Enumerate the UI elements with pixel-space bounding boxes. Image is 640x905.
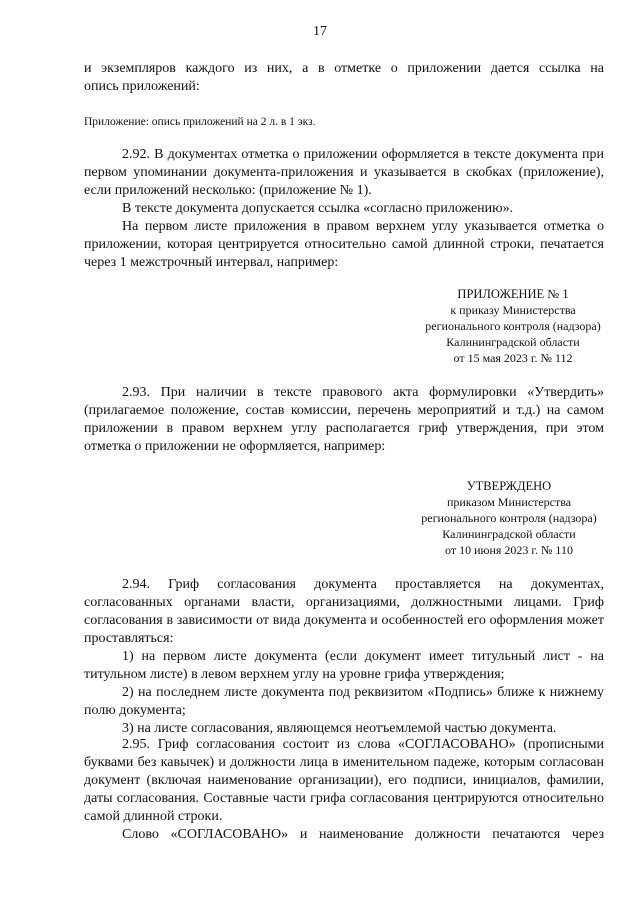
section-2-95 (84, 736, 604, 844)
approval-stamp-example (404, 478, 614, 558)
intro-paragraph (84, 60, 604, 96)
page-number: 17 (313, 24, 327, 39)
section-2-93-paragraph-1: 2.93. При наличии в тексте правового акта формулировки «Утвердить» (прилагаемое положение, состав комиссии, перечень мероприятий и т.д.) на самом приложении в правом верхнем углу располагается гриф утверждения, при этом отметка о приложении не оформляется, например: (84, 385, 604, 454)
section-2-92-paragraph-2: В тексте документа допускается ссылка «согласно приложению». (122, 201, 514, 216)
intro-line-2: опись приложений: (84, 79, 200, 94)
section-2-94-paragraph-1: 2.94. Гриф согласования документа проставляется на документах, согласованных органами власти, организациями, должностными лицами. Гриф согласования в зависимости от вида документа и особенностей его оформления может проставляться: (84, 577, 604, 646)
section-2-94-item-2: 2) на последнем листе документа под реквизитом «Подпись» ближе к нижнему полю документа; (84, 685, 604, 718)
section-2-94-item-1: 1) на первом листе документа (если документ имеет титульный лист - на титульном листе) в левом верхнем углу на уровне грифа утверждения; (84, 649, 604, 682)
stamp-2-line-3: Калининградской области (442, 527, 576, 541)
stamp-1-title: ПРИЛОЖЕНИЕ № 1 (457, 287, 569, 301)
stamp-1-line-4: от 15 мая 2023 г. № 112 (453, 351, 573, 365)
attachment-note-example: Приложение: опись приложений на 2 л. в 1 экз. (84, 116, 316, 128)
stamp-1-line-3: Калининградской области (446, 335, 580, 349)
stamp-1-line-1: к приказу Министерства (450, 303, 576, 317)
section-2-92-paragraph-3: На первом листе приложения в правом верхнем углу указывается отметка о приложении, которая центрируется относительно самой длинной строки, печатается через 1 межстрочный интервал, например: (84, 219, 604, 270)
section-2-94-item-3: 3) на листе согласования, являющемся неотъемлемой частью документа. (122, 721, 557, 736)
stamp-2-line-1: приказом Министерства (446, 495, 572, 509)
stamp-2-line-4: от 10 июня 2023 г. № 110 (445, 543, 573, 557)
section-2-93 (84, 384, 604, 456)
stamp-1-line-2: регионального контроля (надзора) (425, 319, 601, 333)
attachment-stamp-example (408, 286, 618, 366)
section-2-94 (84, 576, 604, 738)
section-2-95-paragraph-2: Слово «СОГЛАСОВАНО» и наименование должности печатаются через (122, 827, 604, 842)
section-2-92-paragraph-1: 2.92. В документах отметка о приложении оформляется в тексте документа при первом упоминании документа-приложения и указывается в скобках (приложение), если приложений несколько: (приложение № 1). (84, 147, 604, 198)
stamp-2-line-2: регионального контроля (надзора) (421, 511, 597, 525)
section-2-95-paragraph-1: 2.95. Гриф согласования состоит из слова «СОГЛАСОВАНО» (прописными буквами без кавычек) и должности лица в именительном падеже, которым согласован документ (включая наименование организации), его подписи, инициалов, фамилии, даты согласования. Составные части грифа согласования центрируются относительно самой длинной строки. (84, 737, 604, 824)
section-2-92 (84, 146, 604, 272)
stamp-2-title: УТВЕРЖДЕНО (466, 479, 552, 493)
intro-line-1: и экземпляров каждого из них, а в отметке о приложении дается ссылка на (84, 61, 604, 76)
